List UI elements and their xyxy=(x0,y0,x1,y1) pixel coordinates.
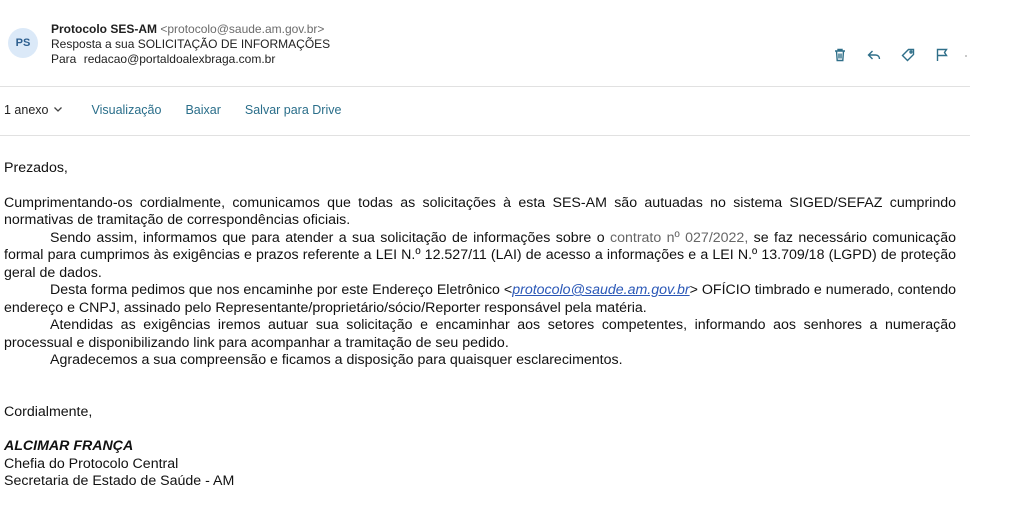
paragraph-2-text-a: Sendo assim, informamos que para atender a sua solicitação de informações sobre o xyxy=(50,229,610,246)
paragraph-3 xyxy=(4,282,956,317)
paragraph-1: Cumprimentando-os cordialmente, comunicamos que todas as solicitações à esta SES-AM são autuadas no sistema SIGED/SEFAZ cumprindo normativas de tramitação de correspondências oficiais. xyxy=(4,194,956,228)
paragraph-3-text-b: > OFÍCIO timbrado e numerado, contendo endereço e CNPJ, assinado pelo Representante/proprietário/sócio/Reporter responsável pela matéria. xyxy=(4,282,956,316)
header-divider xyxy=(0,86,970,87)
sender-email[interactable]: <protocolo@saude.am.gov.br> xyxy=(160,22,325,36)
recipient-line xyxy=(51,52,330,67)
preview-link[interactable]: Visualização xyxy=(91,103,162,117)
closing: Cordialmente, xyxy=(4,403,93,420)
reply-icon xyxy=(866,47,882,63)
download-link[interactable]: Baixar xyxy=(185,103,221,117)
more-options-icon[interactable] xyxy=(965,55,967,57)
chevron-down-icon[interactable] xyxy=(53,103,63,117)
tag-icon xyxy=(900,47,916,63)
subject-line: Resposta a sua SOLICITAÇÃO DE INFORMAÇÕES xyxy=(51,37,331,51)
paragraph-3-text-a: Desta forma pedimos que nos encaminhe por este Endereço Eletrônico < xyxy=(50,282,513,298)
avatar[interactable]: PS xyxy=(8,28,38,58)
paragraph-5: Agradecemos a sua compreensão e ficamos a disposição para quaisquer esclarecimentos. xyxy=(50,352,623,368)
paragraph-2-text-b: se faz necessário comunicação formal para cumprimos às exigências e prazos referente a LEI N.º 12.527/11 (LAI) de acesso a informações e a LEI N.º 13.709/18 (LGPD) de proteção geral de dados. xyxy=(4,229,956,281)
attachment-divider xyxy=(0,135,970,136)
message-actions xyxy=(829,44,965,66)
message-meta xyxy=(51,22,330,67)
reply-button[interactable] xyxy=(863,44,885,66)
delete-button[interactable] xyxy=(829,44,851,66)
signature-name: ALCIMAR FRANÇA xyxy=(4,438,134,454)
sender-line xyxy=(51,22,330,37)
paragraph-4: Atendidas as exigências iremos autuar sua solicitação e encaminhar aos setores competentes, informando aos senhores a numeração processual e disponibilizando link para acompanhar a tramitação de seu pedido. xyxy=(4,317,956,351)
signature-role: Chefia do Protocolo Central xyxy=(4,455,179,472)
flag-button[interactable] xyxy=(931,44,953,66)
save-to-drive-link[interactable]: Salvar para Drive xyxy=(244,103,342,117)
protocol-email-link[interactable]: protocolo@saude.am.gov.br xyxy=(512,282,690,298)
paragraph-2 xyxy=(4,230,956,283)
signature-organization: Secretaria de Estado de Saúde - AM xyxy=(4,473,235,489)
recipient-address[interactable]: redacao@portaldoalexbraga.com.br xyxy=(83,52,276,66)
tag-button[interactable] xyxy=(897,44,919,66)
attachment-bar xyxy=(4,103,341,117)
to-label: Para xyxy=(51,52,77,66)
attachment-count[interactable]: 1 anexo xyxy=(4,103,49,117)
message-body xyxy=(4,160,956,491)
contract-reference: contrato nº 027/2022, xyxy=(610,229,749,246)
sender-name[interactable]: Protocolo SES-AM xyxy=(51,22,158,36)
flag-icon xyxy=(934,47,950,63)
message-header xyxy=(0,0,1024,86)
trash-icon xyxy=(832,47,848,63)
greeting: Prezados, xyxy=(4,160,68,176)
